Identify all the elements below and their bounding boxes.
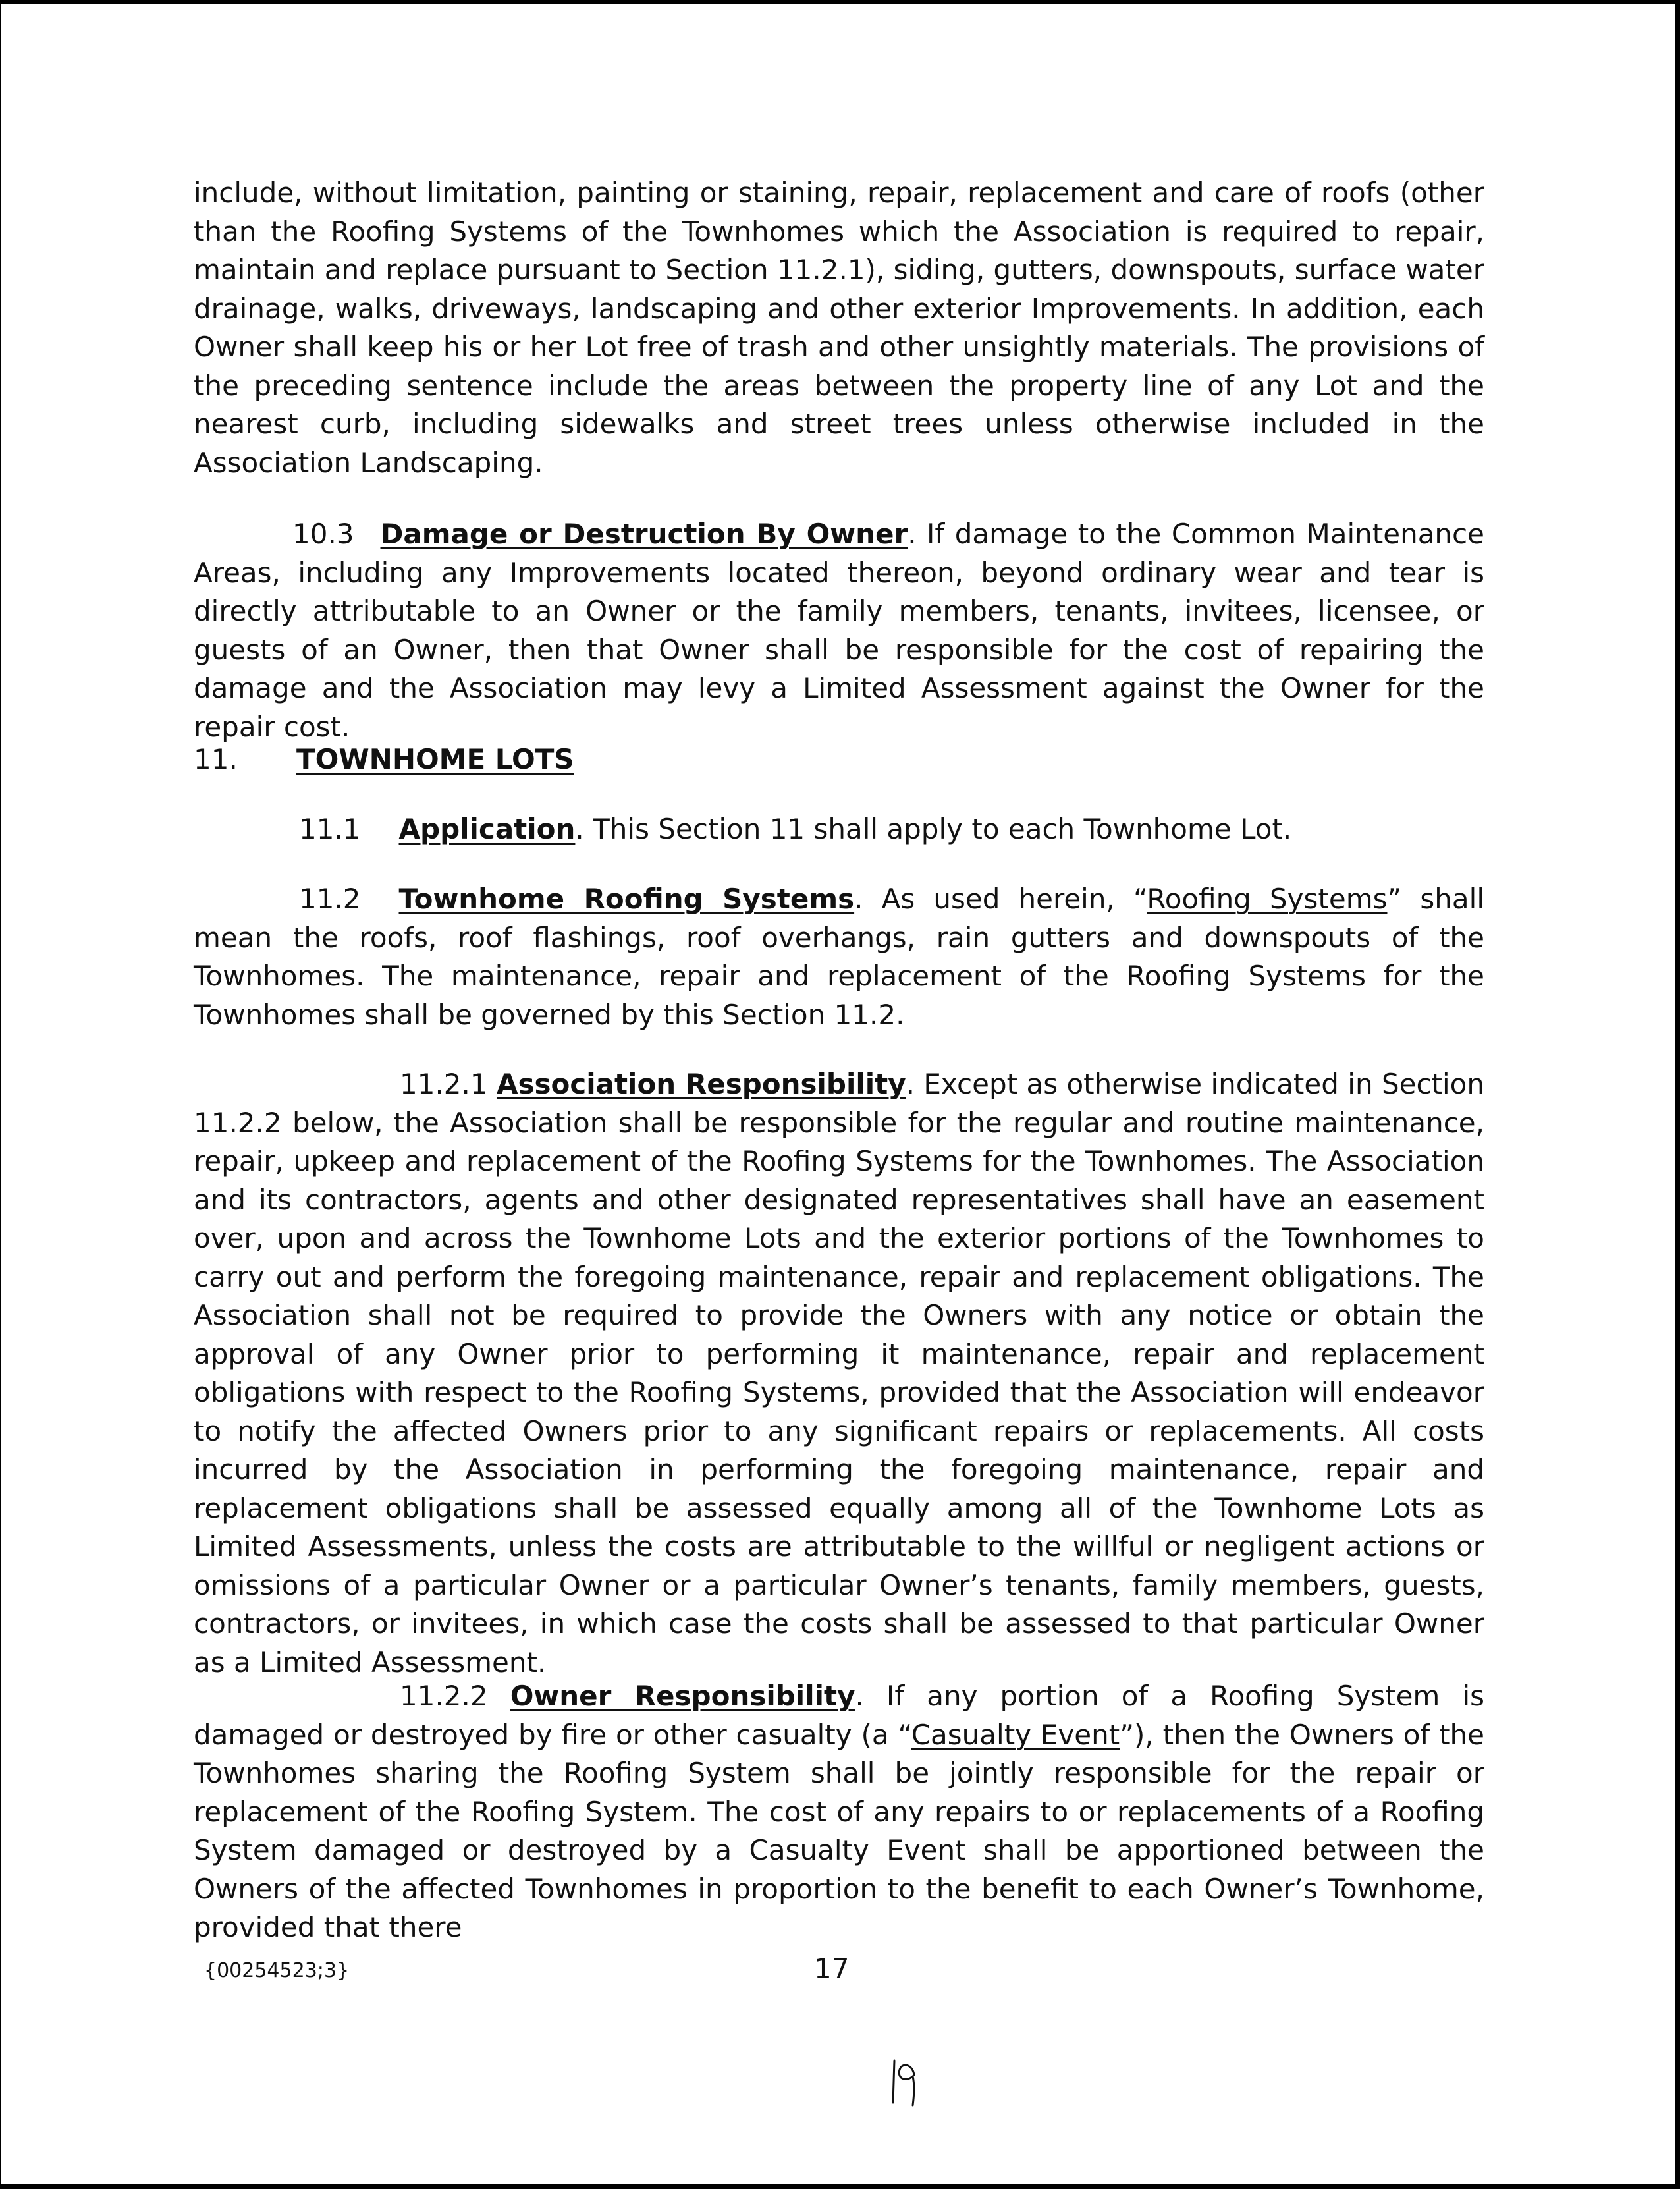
- footer-document-id: {00254523;3}: [204, 1959, 350, 1982]
- section-11-2-2-title: Owner Responsibility: [510, 1680, 855, 1712]
- section-11-1-body: . This Section 11 shall apply to each Townhome Lot.: [575, 813, 1292, 845]
- section-11-2-body-b: ” shall mean the roofs, roof flashings, roof overhangs, rain gutters and downspouts of the Townhomes. The maintenance, repair and replacement of the Roofing Systems for the Townhomes shall be governed by this Section 11.2.: [194, 883, 1484, 1031]
- scan-border-bottom: [0, 2184, 1680, 2189]
- scan-border-right: [1675, 0, 1680, 2189]
- section-11-1-number: 11.1: [299, 813, 361, 845]
- section-10-3: [194, 515, 1484, 746]
- section-11-2-1-number: 11.2.1: [400, 1068, 488, 1100]
- section-10-3-title: Damage or Destruction By Owner: [380, 518, 908, 550]
- section-11-1-title: Application: [398, 813, 576, 845]
- handwritten-page-mark: [890, 2055, 919, 2108]
- section-11-title: TOWNHOME LOTS: [296, 743, 574, 775]
- section-11-1: [194, 810, 1484, 849]
- scan-border-left: [0, 0, 1, 2189]
- section-11-2-title: Townhome Roofing Systems: [398, 883, 855, 915]
- section-10-3-body: . If damage to the Common Maintenance Areas, including any Improvements located thereon, beyond ordinary wear and tear is directly attributable to an Owner or the family members, tenants, invitees, licensee, or guests of an Owner, then that Owner shall be responsible for the cost of repairing the damage and the Association may levy a Limited Assessment against the Owner for the repair cost.: [194, 518, 1484, 743]
- footer-page-number: 17: [814, 1953, 850, 1985]
- section-11-heading: [194, 740, 574, 779]
- section-11-2-2-number: 11.2.2: [400, 1680, 488, 1712]
- section-11-2: [194, 880, 1484, 1034]
- section-11-2-2-body-b: ”), then the Owners of the Townhomes sharing the Roofing System shall be jointly responsible for the repair or replacement of the Roofing System. The cost of any repairs to or replacements of a Roofing System damaged or destroyed by a Casualty Event shall be apportioned between the Owners of the affected Townhomes in proportion to the benefit to each Owner’s Townhome, provided that there: [194, 1718, 1484, 1943]
- scan-border-top: [0, 0, 1680, 4]
- continuation-paragraph: [194, 174, 1484, 482]
- section-11-2-2-body-a: . If any portion of a Roofing System is damaged or destroyed by fire or other casualty (a “: [194, 1680, 1484, 1751]
- section-11-2-2: [194, 1677, 1484, 1947]
- section-11-2-number: 11.2: [299, 883, 361, 915]
- section-11-number: 11.: [194, 743, 238, 775]
- section-11-2-1-title: Association Responsibility: [496, 1068, 906, 1100]
- section-11-2-1-body: . Except as otherwise indicated in Section 11.2.2 below, the Association shall be responsible for the regular and routine maintenance, repair, upkeep and replacement of the Roofing Systems for the Townhomes. The Association and its contractors, agents and other designated representatives shall have an easement over, upon and across the Townhome Lots and the exterior portions of the Townhomes to carry out and perform the foregoing maintenance, repair and replacement obligations. The Association shall not be required to provide the Owners with any notice or obtain the approval of any Owner prior to performing it maintenance, repair and replacement obligations with respect to the Roofing Systems, provided that the Association will endeavor to notify the affected Owners prior to any significant repairs or replacements. All costs incurred by the Association in performing the foregoing maintenance, repair and replacement obligations shall be assessed equally among all of the Townhome Lots as Limited Assessments, unless the costs are attributable to the willful or negligent actions or omissions of a particular Owner or a particular Owner’s tenants, family members, guests, contractors, or invitees, in which case the costs shall be assessed to that particular Owner as a Limited Assessment.: [194, 1068, 1485, 1678]
- section-11-2-1: [194, 1065, 1484, 1682]
- section-11-2-body-a: . As used herein, “: [854, 883, 1147, 915]
- section-10-3-number: 10.3: [292, 518, 354, 550]
- casualty-event-defined-term: Casualty Event: [911, 1718, 1120, 1751]
- roofing-systems-defined-term: Roofing Systems: [1147, 883, 1388, 915]
- continuation-paragraph-text: include, without limitation, painting or staining, repair, replacement and care of roofs (other than the Roofing Systems of the Townhomes which the Association is required to repair, maintain and replace pursuant to Section 11.2.1), siding, gutters, downspouts, surface water drainage, walks, driveways, landscaping and other exterior Improvements. In addition, each Owner shall keep his or her Lot free of trash and other unsightly materials. The provisions of the preceding sentence include the areas between the property line of any Lot and the nearest curb, including sidewalks and street trees unless otherwise included in the Association Landscaping.: [194, 177, 1484, 479]
